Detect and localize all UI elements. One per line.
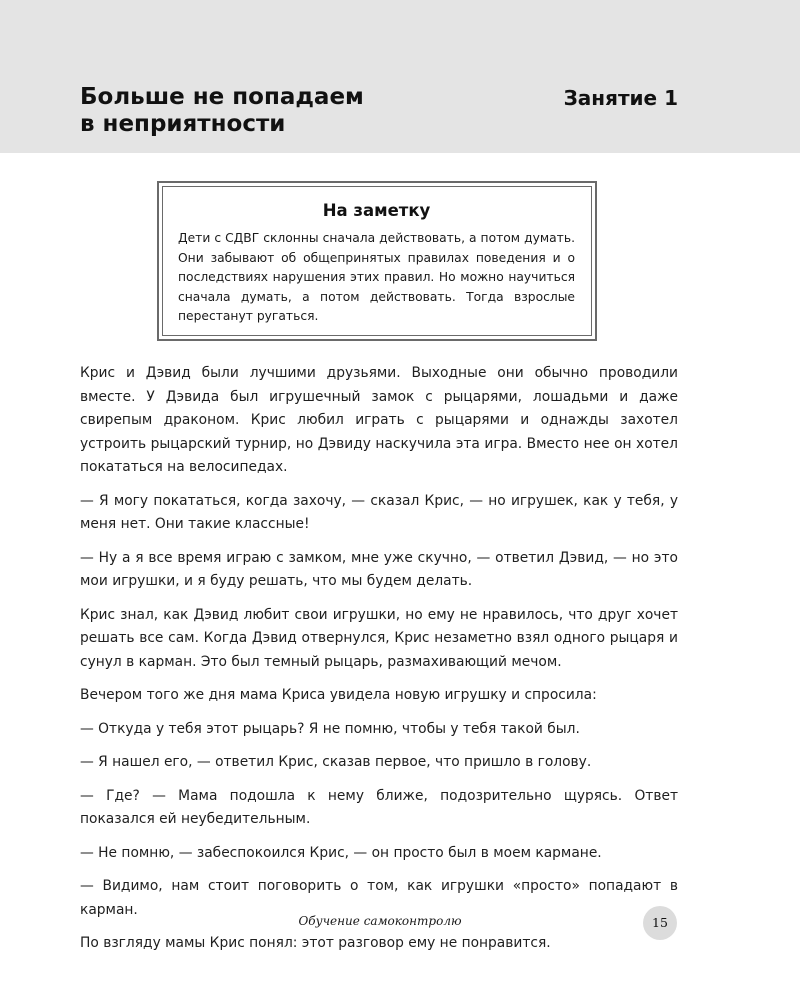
story-text <box>80 362 678 966</box>
page-number: 15 <box>643 906 677 940</box>
chapter-header <box>0 0 800 153</box>
story-paragraph: Крис и Дэвид были лучшими друзьями. Выходные они обычно проводили вместе. У Дэвида был игрушечный замок с рыцарями, лошадьми и даже свирепым драконом. Крис любил играть с рыцарями и однажды захотел устроить рыцарский турнир, но Дэвиду наскучила эта игра. Вместо нее он хотел покататься на велосипедах. <box>80 365 678 475</box>
story-paragraph: — Я нашел его, — ответил Крис, сказав первое, что пришло в голову. <box>80 754 592 770</box>
story-paragraph: — Ну а я все время играю с замком, мне уже скучно, — ответил Дэвид, — но это мои игрушки, и я буду решать, что мы будем делать. <box>80 549 678 589</box>
note-box-inner <box>162 186 592 336</box>
chapter-title-line-2: в неприятности <box>80 111 286 137</box>
story-paragraph: Крис знал, как Дэвид любит свои игрушки, но ему не нравилось, что друг хочет решать все сам. Когда Дэвид отвернулся, Крис незаметно взял одного рыцаря и сунул в карман. Это был темный рыцарь, размахивающий мечом. <box>80 606 678 670</box>
story-paragraph: По взгляду мамы Крис понял: этот разговор ему не понравится. <box>80 935 551 951</box>
chapter-title <box>80 84 364 138</box>
story-paragraph: Вечером того же дня мама Криса увидела новую игрушку и спросила: <box>80 687 597 703</box>
chapter-title-line-1: Больше не попадаем <box>80 84 364 110</box>
note-box <box>157 181 597 341</box>
note-text: Дети с СДВГ склонны сначала действовать, а потом думать. Они забывают об общепринятых правилах поведения и о последствиях нарушения этих правил. Но можно научиться сначала думать, а потом действовать. Тогда взрослые перестанут ругаться. <box>178 231 575 323</box>
note-title: На заметку <box>322 201 431 220</box>
story-paragraph: — Я могу покататься, когда захочу, — сказал Крис, — но игрушек, как у тебя, у меня нет. Они такие классные! <box>80 492 678 532</box>
story-paragraph: — Не помню, — забеспокоился Крис, — он просто был в моем кармане. <box>80 844 602 861</box>
lesson-label: Занятие 1 <box>563 86 678 110</box>
story-paragraph: — Видимо, нам стоит поговорить о том, как игрушки «просто» попадают в карман. <box>80 878 678 918</box>
story-paragraph: — Откуда у тебя этот рыцарь? Я не помню, чтобы у тебя такой был. <box>80 720 580 737</box>
footer-book-title: Обучение самоконтролю <box>298 914 462 928</box>
story-paragraph: — Где? — Мама подошла к нему ближе, подозрительно щурясь. Ответ показался ей неубедительным. <box>80 787 678 827</box>
